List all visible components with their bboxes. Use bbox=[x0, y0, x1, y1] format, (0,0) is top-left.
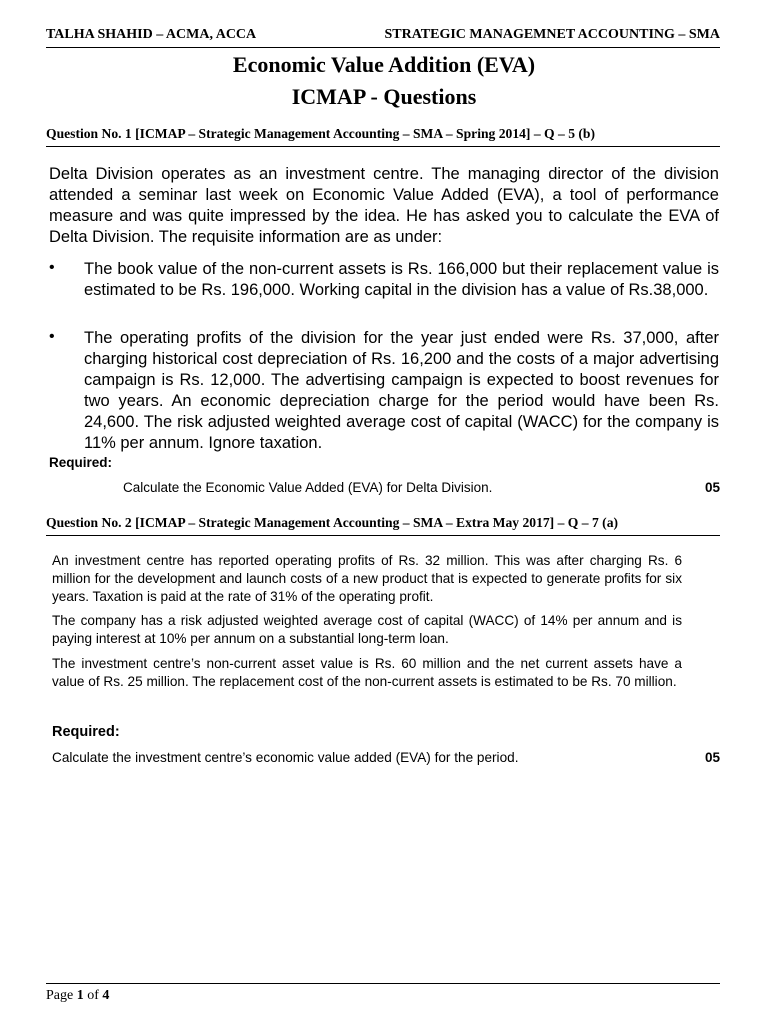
header-rule bbox=[46, 47, 720, 48]
page-number bbox=[46, 988, 109, 1004]
question-2-task: Calculate the investment centre’s economic value added (EVA) for the period. bbox=[52, 750, 519, 765]
question-1-bullet-1: The book value of the non-current assets is Rs. 166,000 but their replacement value is estimated to be Rs. 196,000. Working capital in the division has a value of Rs.38,000. bbox=[84, 260, 719, 299]
question-2-marks: 05 bbox=[704, 750, 720, 765]
running-header bbox=[46, 27, 720, 47]
page-word: Page bbox=[46, 988, 74, 1003]
page-subtitle: ICMAP - Questions bbox=[291, 84, 477, 109]
question-2-para-3: The investment centre’s non-current asset value is Rs. 60 million and the net current assets have a value of Rs. 25 million. The replacement cost of the non-current assets is estimated to be Rs. 70 million. bbox=[52, 656, 682, 689]
header-subject: STRATEGIC MANAGEMNET ACCOUNTING – SMA bbox=[384, 27, 720, 42]
question-1-rule bbox=[46, 146, 720, 147]
question-1-bullet-2: The operating profits of the division for the year just ended were Rs. 37,000, after charging historical cost depreciation of Rs. 16,200 and the costs of a major advertising campaign is Rs. 12,000. The advertising campaign is expected to boost revenues for two years. An economic depreciation charge for the period would have been Rs. 24,600. The risk adjusted weighted average cost of capital (WACC) for the company is 11% per annum. Ignore taxation. bbox=[84, 329, 719, 452]
page-title: Economic Value Addition (EVA) bbox=[232, 52, 536, 77]
question-2-para-1: An investment centre has reported operating profits of Rs. 32 million. This was after charging Rs. 6 million for the development and launch costs of a new product that is expected to generate profits for six years. Taxation is paid at the rate of 31% of the operating profit. bbox=[52, 553, 682, 604]
of-word: of bbox=[87, 988, 99, 1003]
question-2-heading: Question No. 2 [ICMAP – Strategic Management Accounting – SMA – Extra May 2017] – Q – 7 (a) bbox=[46, 515, 619, 530]
page-total: 4 bbox=[102, 988, 110, 1003]
question-2-para-2: The company has a risk adjusted weighted average cost of capital (WACC) of 14% per annum and is paying interest at 10% per annum on a substantial long-term loan. bbox=[52, 613, 682, 646]
header-author: TALHA SHAHID – ACMA, ACCA bbox=[46, 27, 257, 42]
question-1-required-label: Required: bbox=[49, 455, 113, 470]
bullet-icon: • bbox=[49, 259, 55, 276]
footer-rule bbox=[46, 983, 720, 984]
question-1-marks: 05 bbox=[704, 480, 720, 495]
bullet-icon: • bbox=[49, 328, 55, 345]
page-current: 1 bbox=[76, 988, 84, 1003]
question-1-heading: Question No. 1 [ICMAP – Strategic Management Accounting – SMA – Spring 2014] – Q – 5 (b) bbox=[46, 126, 596, 141]
question-1-intro: Delta Division operates as an investment centre. The managing director of the division attended a seminar last week on Economic Value Added (EVA), a tool of performance measure and was quite impressed by the idea. He has asked you to calculate the EVA of Delta Division. The requisite information are as under: bbox=[49, 165, 719, 246]
question-2-rule bbox=[46, 535, 720, 536]
question-2-required-label: Required: bbox=[52, 724, 120, 740]
question-1-task: Calculate the Economic Value Added (EVA) for Delta Division. bbox=[123, 480, 493, 495]
